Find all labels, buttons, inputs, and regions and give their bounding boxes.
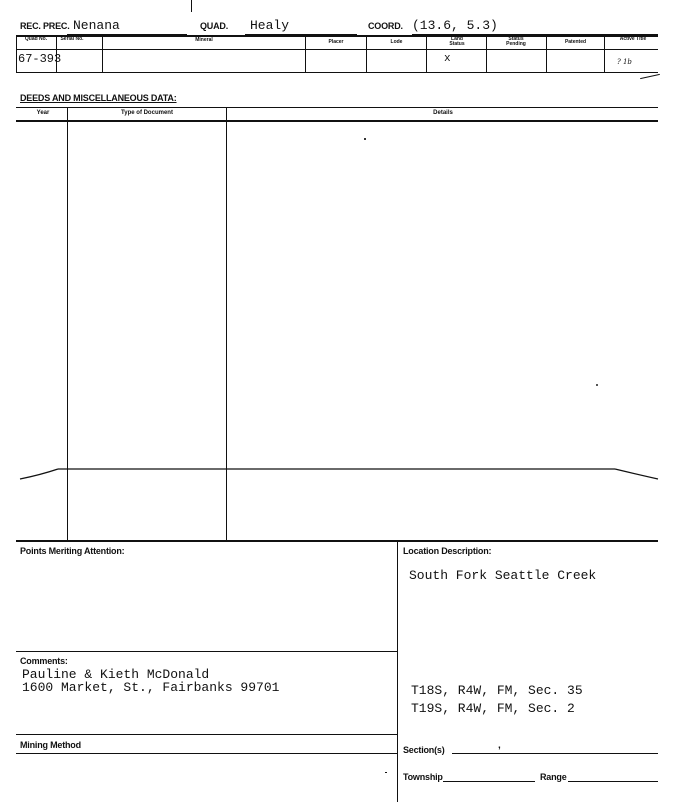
- sections-label: Section(s): [403, 745, 445, 755]
- coord-label: COORD.: [368, 21, 403, 31]
- legal-line-2: T19S, R4W, FM, Sec. 2: [411, 701, 575, 716]
- land-status-mark: x: [444, 53, 451, 65]
- sections-line: [452, 753, 658, 754]
- col-serial-no: Serial No.: [60, 36, 84, 42]
- mining-method-label: Mining Method: [20, 740, 81, 750]
- comments-line-1: Pauline & Kieth McDonald: [22, 667, 210, 682]
- quad-label: QUAD.: [200, 21, 228, 31]
- col-mineral: Mineral: [195, 37, 213, 43]
- col-patented: Patented: [564, 39, 587, 45]
- township-label: Township: [403, 772, 443, 782]
- col-type-of-document: Type of Document: [121, 110, 173, 116]
- col-active-title: Active Title: [619, 36, 647, 42]
- col-status-pending: Status Pending: [506, 36, 526, 47]
- col-lode: Lode: [390, 39, 403, 45]
- active-title-scribble: ? 1b: [617, 58, 632, 66]
- location-value: South Fork Seattle Creek: [409, 568, 597, 583]
- comments-label: Comments:: [20, 656, 68, 666]
- lower-divider: [397, 540, 398, 802]
- quad-no-value: 67-393: [18, 52, 62, 66]
- col-details: Details: [433, 110, 453, 116]
- col-land-status: Land Status: [449, 36, 465, 47]
- rec-prec-value: Nenana: [73, 18, 120, 33]
- range-label: Range: [540, 772, 567, 782]
- title-stroke: [640, 74, 660, 79]
- rec-prec-label: REC. PREC.: [20, 21, 70, 31]
- deeds-title: DEEDS AND MISCELLANEOUS DATA:: [20, 93, 177, 103]
- col-quad-no: Quad No.: [24, 36, 48, 42]
- sections-value: ,: [498, 740, 501, 751]
- quad-value: Healy: [250, 18, 290, 33]
- crease-line: [0, 455, 678, 495]
- col-year: Year: [36, 110, 50, 116]
- location-label: Location Description:: [403, 546, 492, 556]
- top-tick: [191, 0, 192, 12]
- col-placer: Placer: [328, 39, 344, 45]
- range-line: [568, 781, 658, 782]
- township-line: [443, 781, 535, 782]
- points-label: Points Meriting Attention:: [20, 546, 125, 556]
- coord-value: (13.6, 5.3): [412, 18, 498, 33]
- legal-line-1: T18S, R4W, FM, Sec. 35: [411, 683, 583, 698]
- claims-table: [16, 35, 658, 73]
- comments-line-2: 1600 Market, St., Fairbanks 99701: [22, 680, 280, 695]
